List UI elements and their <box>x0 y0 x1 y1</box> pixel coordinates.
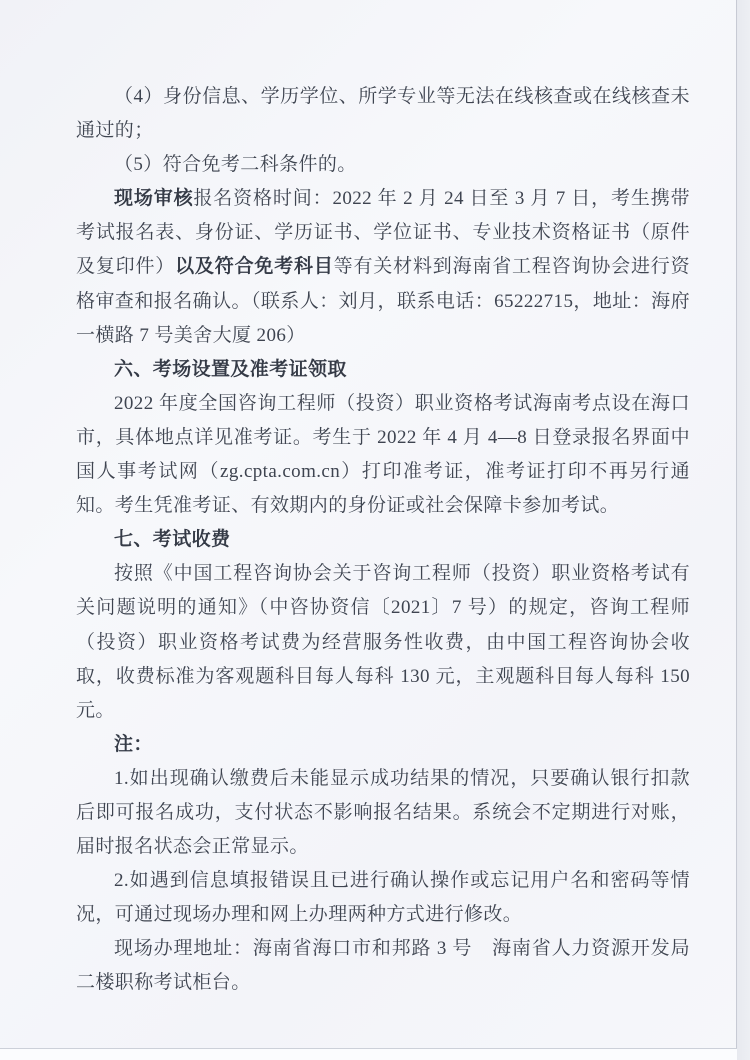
text-run: 2.如遇到信息填报错误且已进行确认操作或忘记用户名和密码等情况，可通过现场办理和网上办理两种方式进行修改。 <box>76 870 690 926</box>
item-4 <box>76 80 690 148</box>
document-body <box>76 80 690 1001</box>
bold-text-run: 注： <box>114 733 153 755</box>
bold-text-run: 现场审核 <box>114 188 194 210</box>
item-5 <box>76 148 690 182</box>
note-heading <box>76 728 690 762</box>
note-1 <box>76 762 690 864</box>
bold-text-run: 以及符合免考科目 <box>175 256 334 278</box>
text-run: （4）身份信息、学历学位、所学专业等无法在线核查或在线核查未通过的； <box>76 86 690 142</box>
section-7-paragraph <box>76 557 690 727</box>
text-run: 现场办理地址：海南省海口市和邦路 3 号 海南省人力资源开发局二楼职称考试柜台。 <box>76 938 690 994</box>
onsite-review-paragraph <box>76 182 690 352</box>
page-bottom-edge <box>0 1048 737 1060</box>
section-6-paragraph <box>76 387 690 523</box>
text-run: （5）符合免考二科条件的。 <box>114 154 357 176</box>
onsite-address-paragraph <box>76 932 690 1000</box>
heading-section-6 <box>76 353 690 387</box>
page-right-edge <box>736 0 750 1060</box>
text-run: 按照《中国工程咨询协会关于咨询工程师（投资）职业资格考试有关问题说明的通知》（中咨协资信〔2021〕7 号）的规定，咨询工程师（投资）职业资格考试费为经营服务性收费，由中国工程咨询协会收取，收费标准为客观题科目每人每科 130 元，主观题科目每人每科 150 元。 <box>76 563 690 721</box>
heading-section-7 <box>76 523 690 557</box>
text-run: 1.如出现确认缴费后未能显示成功结果的情况，只要确认银行扣款后即可报名成功，支付状态不影响报名结果。系统会不定期进行对账，届时报名状态会正常显示。 <box>76 767 690 858</box>
text-run: 报名资格时间：2022 年 2 月 24 日至 3 月 7 日，考生携带考试报名表、身份证、学历证书、学位证书、专业技术资格证书（原件及复印件） <box>76 188 690 278</box>
text-run: 2022 年度全国咨询工程师（投资）职业资格考试海南考点设在海口市，具体地点详见准考证。考生于 2022 年 4 月 4—8 日登录报名界面中国人事考试网（zg.cpta.com.cn）打印准考证，准考证打印不再另行通知。考生凭准考证、有效期内的身份证或社会保障卡参加考试。 <box>76 392 690 517</box>
bold-text-run: 七、考试收费 <box>114 529 231 551</box>
note-2 <box>76 864 690 932</box>
bold-text-run: 六、考场设置及准考证领取 <box>114 358 347 380</box>
text-run: 等有关材料到海南省工程咨询协会进行资格审查和报名确认。（联系人：刘月，联系电话：65222715，地址：海府一横路 7 号美舍大厦 206） <box>76 256 691 346</box>
